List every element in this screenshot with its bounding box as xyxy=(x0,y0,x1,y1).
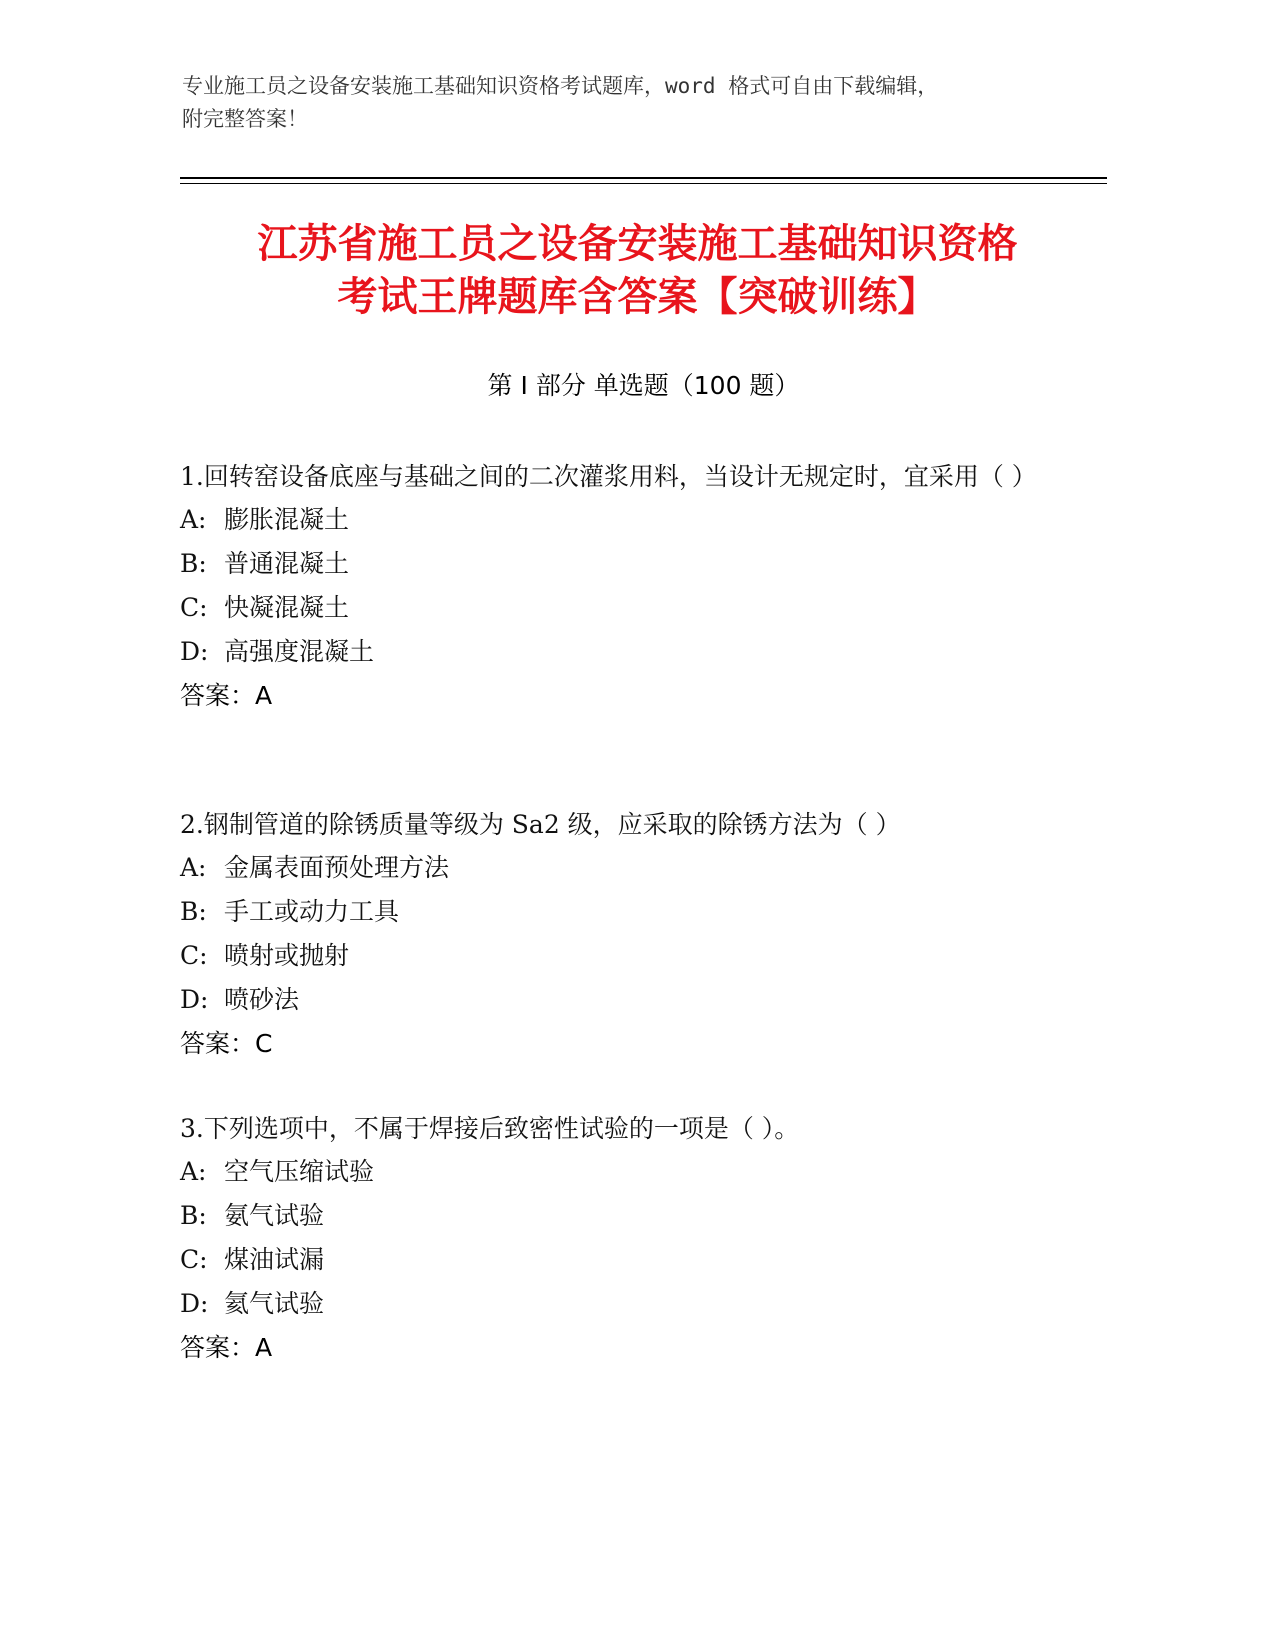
title-line2: 考试王牌题库含答案【突破训练】 xyxy=(337,274,938,320)
question-stem: 2.钢制管道的除锈质量等级为 Sa2 级，应采取的除锈方法为（ ） xyxy=(180,810,901,839)
option-text: 氨气试验 xyxy=(224,1201,325,1230)
header-divider-thick xyxy=(180,177,1107,179)
option-c xyxy=(180,586,1060,630)
option-c xyxy=(180,934,1060,978)
option-letter: C: xyxy=(180,593,208,622)
option-a xyxy=(180,1150,1060,1194)
question-1 xyxy=(180,455,1060,718)
header-note-line2: 附完整答案！ xyxy=(182,107,308,131)
option-d xyxy=(180,978,1060,1022)
option-letter: A: xyxy=(180,1157,207,1186)
option-letter: A: xyxy=(180,853,207,882)
section-heading: 第 I 部分 单选题（100 题） xyxy=(487,371,800,400)
option-text: 金属表面预处理方法 xyxy=(224,853,450,882)
option-d xyxy=(180,1282,1060,1326)
option-letter: B: xyxy=(180,897,207,926)
option-text: 喷砂法 xyxy=(224,985,300,1014)
question-2 xyxy=(180,803,1060,1066)
option-letter: C: xyxy=(180,941,208,970)
option-b xyxy=(180,542,1060,586)
option-text: 空气压缩试验 xyxy=(224,1157,375,1186)
option-a xyxy=(180,846,1060,890)
header-divider-thin xyxy=(180,183,1107,184)
option-text: 煤油试漏 xyxy=(224,1245,325,1274)
title-line1: 江苏省施工员之设备安装施工基础知识资格 xyxy=(257,221,1018,267)
answer: 答案：C xyxy=(180,1029,273,1058)
option-letter: B: xyxy=(180,549,207,578)
option-text: 高强度混凝土 xyxy=(224,637,375,666)
option-text: 普通混凝土 xyxy=(224,549,350,578)
option-b xyxy=(180,1194,1060,1238)
option-letter: A: xyxy=(180,505,207,534)
option-letter: D: xyxy=(180,1289,209,1318)
question-stem: 1.回转窑设备底座与基础之间的二次灌浆用料，当设计无规定时，宜采用（ ） xyxy=(180,462,1037,491)
option-text: 氦气试验 xyxy=(224,1289,325,1318)
option-letter: B: xyxy=(180,1201,207,1230)
option-text: 膨胀混凝土 xyxy=(224,505,350,534)
question-3 xyxy=(180,1107,1060,1370)
option-b xyxy=(180,890,1060,934)
option-d xyxy=(180,630,1060,674)
option-text: 喷射或抛射 xyxy=(224,941,350,970)
answer: 答案：A xyxy=(180,1333,273,1362)
option-letter: D: xyxy=(180,637,209,666)
option-text: 手工或动力工具 xyxy=(224,897,400,926)
header-note xyxy=(182,70,1062,136)
option-a xyxy=(180,498,1060,542)
option-c xyxy=(180,1238,1060,1282)
option-text: 快凝混凝土 xyxy=(224,593,350,622)
option-letter: C: xyxy=(180,1245,208,1274)
answer: 答案：A xyxy=(180,681,273,710)
document-title xyxy=(130,218,1145,324)
question-stem: 3.下列选项中，不属于焊接后致密性试验的一项是（ ）。 xyxy=(180,1114,800,1143)
header-note-line1: 专业施工员之设备安装施工基础知识资格考试题库，word 格式可自由下载编辑， xyxy=(182,74,939,98)
option-letter: D: xyxy=(180,985,209,1014)
